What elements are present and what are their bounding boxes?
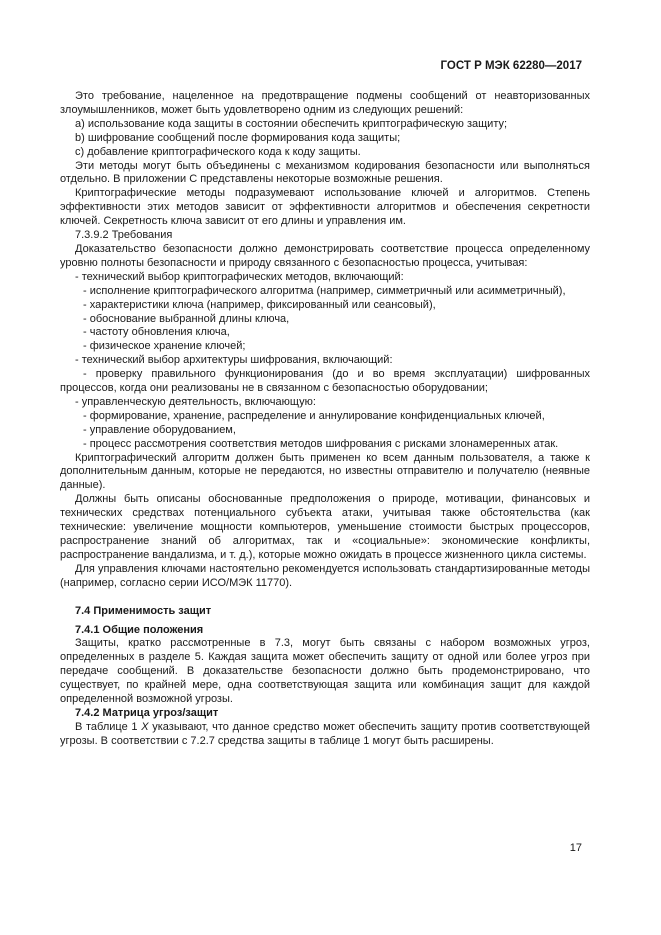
list-item: - физическое хранение ключей; — [83, 340, 246, 353]
paragraph: Это требование, нацеленное на предотвращение подмены сообщений от неавторизованных злоумышленников, может быть удовлетворено одним из следующих решений: — [60, 90, 590, 116]
paragraph: Для управления ключами настоятельно рекомендуется использовать стандартизированные методы (например, согласно серии ИСО/МЭК 11770). — [60, 562, 590, 589]
paragraph — [60, 721, 590, 749]
paragraph: 7.3.9.2 Требования — [75, 229, 173, 242]
subsection-heading: 7.4.1 Общие положения — [75, 623, 204, 636]
list-item: - управление оборудованием, — [83, 423, 236, 436]
text-run: В таблице 1 — [75, 720, 142, 733]
list-item: - технический выбор криптографических методов, включающий: — [75, 270, 404, 283]
list-item: - частоту обновления ключа, — [83, 326, 230, 339]
subsection-heading: 7.4.2 Матрица угроз/защит — [75, 706, 219, 719]
text-run: указывают, что данное средство может обеспечить защиту против соответствующей угрозы. В соответствии с 7.2.7 средства защиты в таблице 1 могут быть расширены. — [60, 720, 590, 747]
paragraph: Криптографический алгоритм должен быть применен ко всем данным пользователя, а также к дополнительным данным, которые не передаются, но известны отправителю и получателю (неявные данные). — [60, 451, 590, 492]
page-body — [60, 90, 590, 749]
list-item: - исполнение криптографического алгоритма (например, симметричный или асимметричный), — [83, 284, 566, 297]
paragraph: Должны быть описаны обоснованные предположения о природе, мотивации, финансовых и технических средствах потенциального субъекта атаки, учитывая также обстоятельства (как технические: увеличение мощности компьютеров, уменьшение стоимости быстрых процессоров, распространение знаний об алгоритмах, так и «социальные»: экономические конфликты, распространение вандализма, и т. д.), которые можно ожидать в процессе жизненного цикла системы. — [60, 493, 590, 561]
section-heading: 7.4 Применимость защит — [75, 604, 212, 617]
paragraph: Эти методы могут быть объединены с механизмом кодирования безопасности или выполняться отдельно. В приложении С представлены некоторые возможные решения. — [60, 159, 590, 186]
list-item: - технический выбор архитектуры шифрования, включающий: — [75, 354, 393, 367]
paragraph: b) шифрование сообщений после формирования кода защиты; — [75, 131, 401, 144]
text-run-italic: X — [141, 720, 149, 733]
list-item: - обоснование выбранной длины ключа, — [83, 312, 290, 325]
paragraph: c) добавление криптографического кода к коду защиты. — [75, 145, 361, 158]
paragraph: Криптографические методы подразумевают использование ключей и алгоритмов. Степень эффективности этих методов зависит от эффективности алгоритмов и обеспечения секретности ключей. Секретность ключа зависит от его длины и управления им. — [60, 187, 590, 228]
document-header: ГОСТ Р МЭК 62280—2017 — [440, 60, 582, 72]
list-item: - проверку правильного функционирования (до и во время эксплуатации) шифрованных процессов, когда они реализованы не в связанном с безопасностью оборудовании; — [60, 368, 590, 395]
list-item: - формирование, хранение, распределение и аннулирование конфиденциальных ключей, — [83, 409, 545, 422]
list-item: - процесс рассмотрения соответствия методов шифрования с рисками злонамеренных атак. — [83, 437, 559, 450]
list-item: - характеристики ключа (например, фиксированный или сеансовый), — [83, 298, 436, 311]
paragraph: Защиты, кратко рассмотренные в 7.3, могут быть связаны с набором возможных угроз, определенных в разделе 5. Каждая защита может обеспечить защиту от одной или более угроз при передаче сообщений. В доказательстве безопасности должно быть продемонстрировано, что существует, по крайней мере, одна соответствующая защита или комбинация защит для каждой определенной возможной угрозы. — [60, 637, 590, 706]
paragraph: Доказательство безопасности должно демонстрировать соответствие процесса определенному уровню полноты безопасности и природу связанного с безопасностью процесса, учитывая: — [60, 242, 590, 269]
list-item: - управленческую деятельность, включающую: — [75, 395, 316, 408]
page-number: 17 — [569, 842, 582, 854]
paragraph: a) использование кода защиты в состоянии обеспечить криптографическую защиту; — [75, 117, 508, 130]
paragraph-list — [60, 90, 590, 591]
